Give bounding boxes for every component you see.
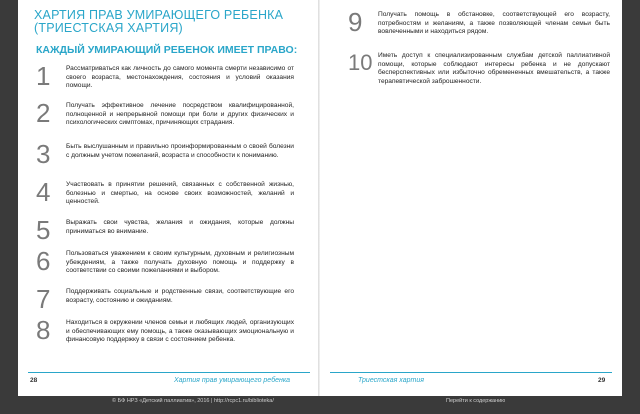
charter-item bbox=[36, 98, 294, 128]
footer-rule bbox=[330, 372, 612, 373]
item-text: Участвовать в принятии решений, связанных с собственной жизнью, болезнью и смертью, на основе своих возможностей, желаний и ценностей. bbox=[66, 181, 294, 206]
footer-rule bbox=[28, 372, 310, 373]
item-number: 3 bbox=[36, 139, 51, 169]
item-text: Выражать свои чувства, желания и ожидания, которые должны приниматься во внимание. bbox=[66, 219, 294, 235]
item-text: Получать эффективное лечение посредством квалифицированной, полноценной и непрерывной помощи при боли и других физических и психологических симптомах, причиняющих страдания. bbox=[66, 102, 294, 127]
item-text: Находиться в окружении членов семьи и любящих людей, организующих и обеспечивающих ему помощь, а также оказывающих эмоциональную и финансовую поддержку в связи с состоянием ребенка. bbox=[66, 319, 294, 344]
item-number: 1 bbox=[36, 61, 51, 91]
running-title: Хартия прав умирающего ребенка bbox=[174, 377, 291, 384]
item-number: 5 bbox=[36, 215, 51, 245]
table-of-contents-link[interactable]: Перейти к содержанию bbox=[446, 398, 506, 404]
item-number: 7 bbox=[36, 284, 51, 314]
charter-item bbox=[36, 139, 294, 169]
item-number: 10 bbox=[348, 50, 373, 75]
item-text: Получать помощь в обстановке, соответствующей его возрасту, потребностям и желаниям, а также позволяющей членам семьи быть вовлеченными и находиться рядом. bbox=[378, 11, 610, 36]
charter-item bbox=[348, 51, 610, 86]
item-number: 2 bbox=[36, 98, 51, 128]
page-title: ХАРТИЯ ПРАВ УМИРАЮЩЕГО РЕБЕНКА (ТРИЕСТСКАЯ ХАРТИЯ) bbox=[34, 8, 284, 35]
item-number: 9 bbox=[348, 7, 363, 37]
right-page bbox=[320, 0, 622, 396]
charter-item bbox=[348, 7, 610, 37]
item-text: Иметь доступ к специализированным службам детской паллиативной помощи, которые соблюдают интересы ребенка и не допускают бесперспективных или избыточно обремененных вмешательств, а также терапевтической заброшенности. bbox=[378, 52, 610, 85]
page-number: 28 bbox=[30, 377, 38, 384]
item-number: 4 bbox=[36, 177, 51, 207]
running-title: Триестская хартия bbox=[358, 377, 424, 384]
charter-item bbox=[36, 246, 294, 276]
item-text: Быть выслушанным и правильно проинформированным о своей болезни с должным учетом пожеланий, возраста и способности к пониманию. bbox=[66, 143, 294, 159]
charter-item bbox=[36, 284, 294, 314]
charter-item bbox=[36, 215, 294, 245]
charter-item bbox=[36, 315, 294, 345]
item-number: 6 bbox=[36, 246, 51, 276]
item-text: Поддерживать социальные и родственные связи, соответствующие его возрасту, состоянию и ожиданиям. bbox=[66, 288, 294, 304]
charter-item bbox=[36, 177, 294, 207]
charter-item bbox=[36, 61, 294, 91]
page-number: 29 bbox=[598, 377, 606, 384]
copyright-link[interactable]: © БФ НРЗ «Детский паллиатив», 2016 | http://rcpc1.ru/biblioteka/ bbox=[112, 398, 274, 404]
document-spread bbox=[18, 0, 622, 396]
left-page bbox=[18, 0, 320, 396]
item-text: Пользоваться уважением к своим культурным, духовным и религиозным убеждениям, а также получать духовную помощь и поддержку в соответствии со своими пожеланиями и выбором. bbox=[66, 250, 294, 275]
item-number: 8 bbox=[36, 315, 51, 345]
item-text: Рассматриваться как личность до самого момента смерти независимо от своего возраста, местонахождения, состояния и условий оказания помощи. bbox=[66, 65, 294, 90]
section-subtitle: КАЖДЫЙ УМИРАЮЩИЙ РЕБЕНОК ИМЕЕТ ПРАВО: bbox=[36, 44, 298, 56]
